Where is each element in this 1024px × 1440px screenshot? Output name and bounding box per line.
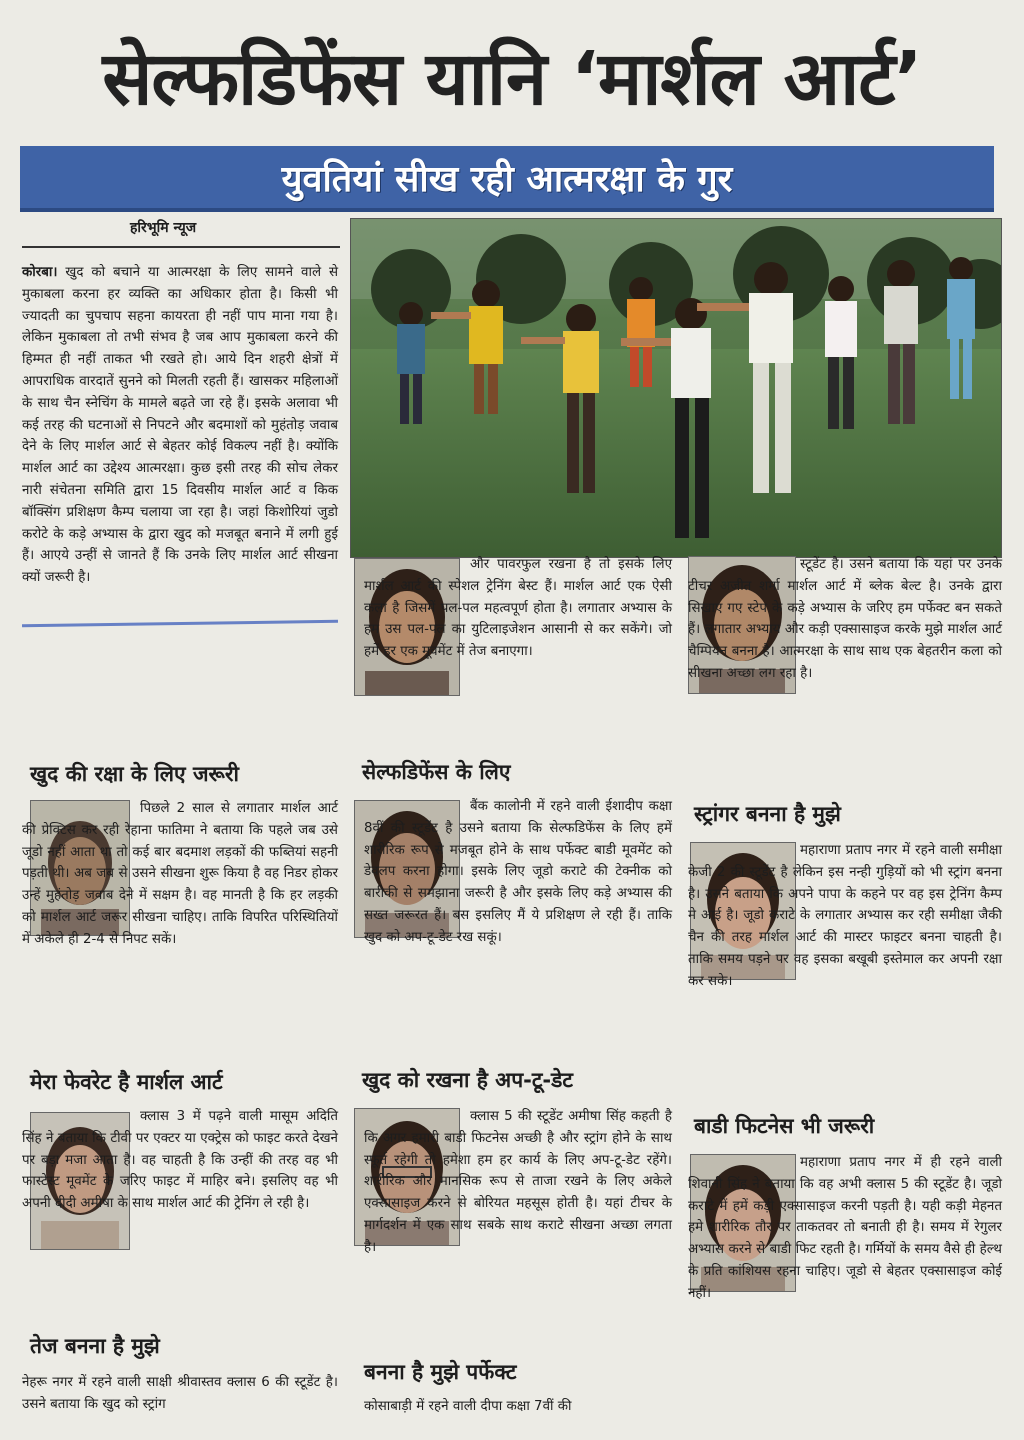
- subheadline: युवतियां सीख रही आत्मरक्षा के गुर: [281, 158, 733, 200]
- section-text-col-c-intro: स्टूडेंट है। उसने बताया कि यहां पर उनके टीचर अजीत शर्मा मार्शल आर्ट में ब्लेक बेल्ट है। उनके द्वारा सिखाए गए स्टेप के कड़े अभ्यास के जरिए हम पर्फेक्ट बन सकते हैं। लगातार अभ्याय और कड़ी एक्सासाइज करके मुझे मार्शल आर्ट चैम्पियन बनना है। आत्मरक्षा के साथ साथ एक बेहतरीन कला को सीखना अच्छा लग रहा है।: [688, 557, 1002, 681]
- section-text-perfect: कोसाबाड़ी में रहने वाली दीपा कक्षा 7वीं की: [364, 1399, 572, 1414]
- subheadline-banner: [20, 146, 994, 212]
- section-heading-perfect: बनना है मुझे पर्फेक्ट: [364, 1360, 517, 1384]
- section-heading-favourite: मेरा फेवरेट है मार्शल आर्ट: [30, 1070, 223, 1094]
- section-text-up-to-date: क्लास 5 की स्टूडेंट अमीषा सिंह कहती है कि अगर हमारी बाडी फिटनेस अच्छी है और स्ट्रांग होने के साथ स्फूर्त रहेगी तो हमेशा हम हर कार्य के लिए अप-टू-डेट रहेंगे। शारीरिक और मानसिक रूप से ताजा रखने के लिए अकेले एक्सासाइज करने से बोरियत महसूस होती है। यहां टीचर के मार्गदर्शन में एक साथ सबके साथ कराटे सीखना अच्छा लगता है।: [364, 1109, 672, 1255]
- section-heading-up-to-date: खुद को रखना है अप-टू-डेट: [362, 1068, 573, 1092]
- section-text-self-protection: पिछले 2 साल से लगातार मार्शल आर्ट की प्रेक्टिस कर रही रेहाना फातिमा ने बताया कि पहले जब उसे जूडो नहीं आता था तो कई बार बदमाश लड़कों की फब्तियां सहनी पड़ती थी। अब जब से उसने सीखना शुरू किया है वह निडर होकर उन्हें मुहंतोड़ जवाब देने में सक्षम है। वह मानती है कि हर लड़की को मार्शल आर्ट जरूर सीखना चाहिए। ताकि विपरित परिस्थितियों में अकेले ही 2-4 से निपट सकें।: [22, 801, 338, 947]
- intro-paragraph: [22, 262, 338, 589]
- section-heading-self-protection: खुद की रक्षा के लिए जरूरी: [30, 762, 239, 786]
- section-heading-fitness: बाडी फिटनेस भी जरूरी: [694, 1114, 875, 1138]
- main-photo: [350, 218, 1002, 558]
- section-heading-self-defence: सेल्फडिफेंस के लिए: [362, 760, 511, 784]
- section-text-favourite: क्लास 3 में पढ़ने वाली मासूम अदिति सिंह ने बताया कि टीवी पर एक्टर या एक्ट्रेस को फाइट करते देखने पर बड़ा मजा आता है। वह चाहती है कि उन्हीं की तरह वह भी फास्टेस्ट मूवमेंट के जरिए फाइट में माहिर बने। इसलिए वह भी अपनी दीदी अमीषा के साथ मार्शल आर्ट की ट्रेनिंग ले रही है।: [22, 1109, 338, 1212]
- section-heading-stronger: स्ट्रांगर बनना है मुझे: [694, 802, 841, 826]
- dateline: कोरबा।: [22, 265, 58, 280]
- section-text-fitness: महाराणा प्रताप नगर में ही रहने वाली शिवानी सिंह ने बताया कि वह अभी क्लास 5 की स्टूडेंट है। जूडो कराटे में हमें कड़ी एक्सासाइज करनी पड़ती है। यही कड़ी मेहनत हमे शारीरिक तौर पर ताकतवर तो बनाती ही है। समय में रेगुलर अभ्यास करने से बाडी फिट रहती है। गर्मियों के समय वैसे ही हेल्थ के प्रति कांशियस रहना चाहिए। जूडो से बेहतर एक्सासाइज कोई नहीं।: [688, 1155, 1002, 1301]
- section-heading-fast: तेज बनना है मुझे: [30, 1334, 160, 1358]
- section-text-stronger: महाराणा प्रताप नगर में रहने वाली समीक्षा केजी 2 की स्टूडेंट है लेकिन इस नन्ही गुड़ियों को भी स्ट्रांग बनना है। उसने बताया कि अपने पापा के कहने पर वह इस ट्रेनिंग कैम्प मे आई है। जूडो कराटे के लगातार अभ्यास कर रही समीक्षा जैकी चैन की तरह मार्शल आर्ट की मास्टर फाइटर बनना चाहती है। ताकि समय पड़ने पर वह इसका बखूबी इस्तेमाल कर अपनी रक्षा कर सके।: [688, 843, 1002, 989]
- byline-rule: [22, 246, 340, 248]
- section-text-col-b-intro: और पावरफुल रखना है तो इसके लिए मार्शल आर्ट की स्पेशल ट्रेनिंग बेस्ट हैं। मार्शल आर्ट एक ऐसी कला है जिसमें पल-पल महत्वपूर्ण होता है। लगातार अभ्यास के हम उस पल-पल का युटिलाइजेशन आसानी से कर सकेंगे। जो हमें हर एक मूवमेंट में तेज बनाएगा।: [364, 557, 672, 660]
- byline: हरिभूमि न्यूज: [130, 220, 197, 236]
- section-text-self-defence: बैंक कालोनी में रहने वाली ईशादीप कक्षा 8वीं की स्टूडेंट है उसने बताया कि सेल्फडिफेंस के लिए हमें शारीरिक रूप से मजबूत होने के साथ पर्फेक्ट बाडी मूवमेंट को डेवलप करना होगा। इसके लिए जूडो कराटे की टेक्नीक को बारीकी से समझाना जरूरी है और इसके लिए कड़े अभ्यास की सख्त जरूरत हैं। बस इसलिए मैं ये प्रशिक्षण ले रही हैं। ताकि खुद को अप-टू-डेट रख सकूं।: [364, 799, 672, 945]
- headline: सेल्फडिफेंस यानि ‘मार्शल आर्ट’: [102, 35, 922, 122]
- pen-underline: [22, 620, 338, 627]
- section-text-fast: नेहरू नगर में रहने वाली साक्षी श्रीवास्तव क्लास 6 की स्टूडेंट है। उसने बताया कि खुद को स्ट्रांग: [22, 1375, 338, 1412]
- intro-text: खुद को बचाने या आत्मरक्षा के लिए सामने वाले से मुकाबला करना हर व्यक्ति का अधिकार होता है। किसी भी ज्यादती का चुपचाप सहना कायरता ही नहीं पाप माना गया है। लेकिन मुकाबला तो तभी संभव है जब आप मुकाबला करने की हिम्मत ही नहीं ताकत भी रखते हो। आये दिन शहरी क्षेत्रों में आपराधिक वारदातें सुनने को मिलती रहती हैं। खासकर महिलाओं के साथ चैन स्नेचिंग के मामले बढ़ते जा रहे हैं। इसके अलावा भी कई तरह की घटनाओं से निपटने और बदमाशों को मुहंतोड़ जवाब देने के लिए मार्शल आर्ट से बेहतर कोई विकल्प नहीं है। क्योंकि मार्शल आर्ट का उद्देश्य आत्मरक्षा। कुछ इसी तरह की सोच लेकर नारी संचेतना समिति द्वारा 15 दिवसीय मार्शल आर्ट व किक बॉक्सिंग प्रशिक्षण कैम्प चलाया जा रहा है। जहां किशोरियां जुडो करोटे के कड़े अभ्यास के द्वारा खुद को मजबूत बनाने में लगी हुई हैं। आएये उन्हीं से जानते हैं कि उनके लिए मार्शल आर्ट सीखना क्यों जरूरी है।: [22, 265, 338, 586]
